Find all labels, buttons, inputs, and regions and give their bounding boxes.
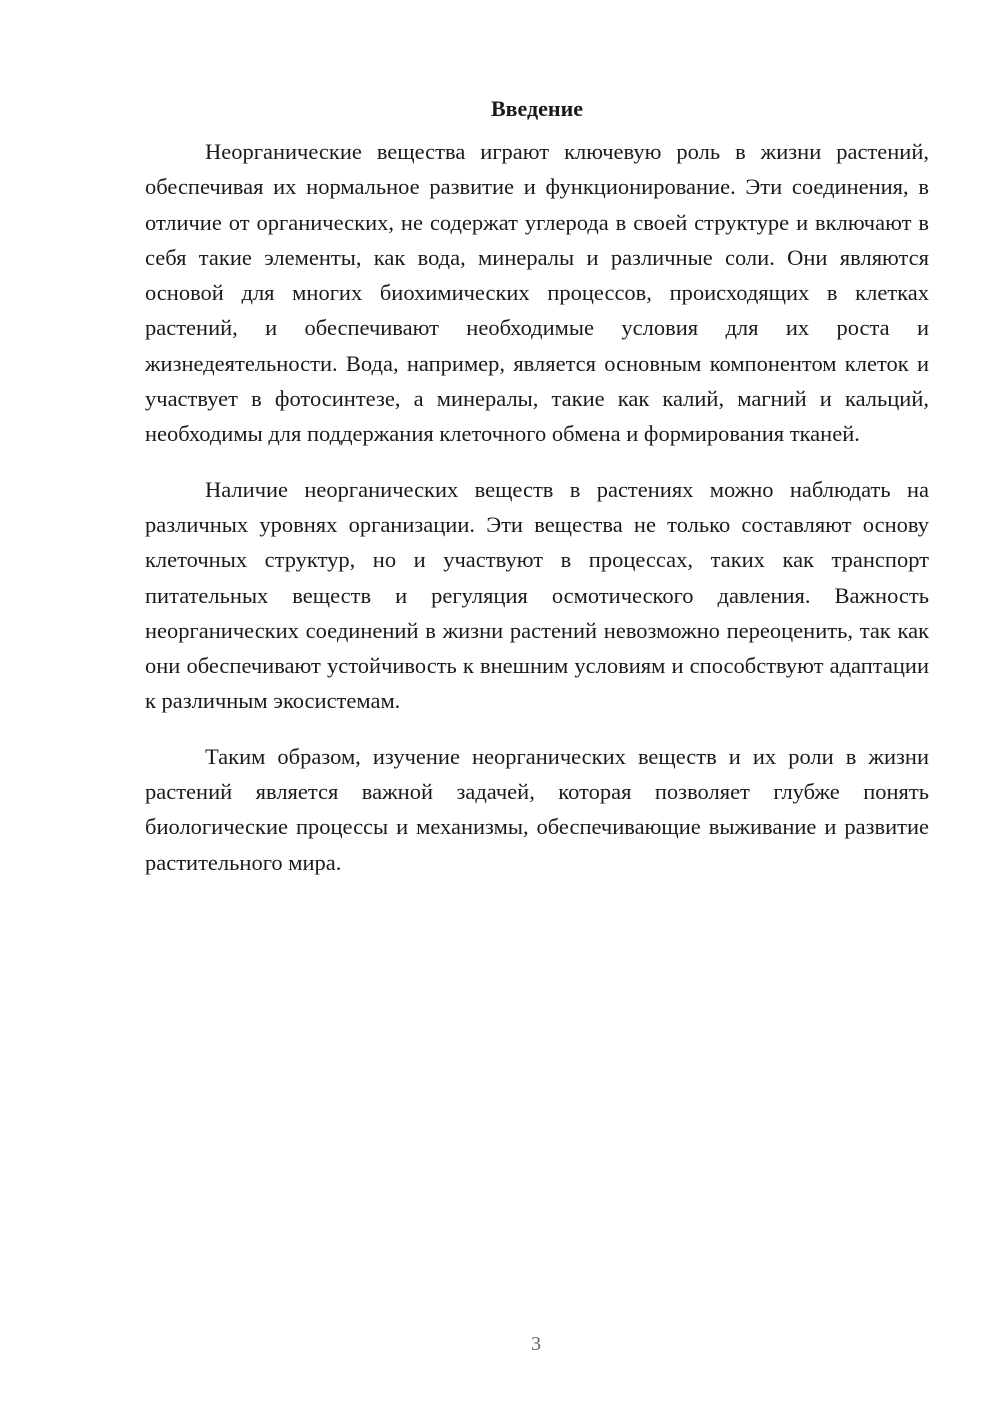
page-content [145, 92, 929, 900]
paragraph-2: Наличие неорганических веществ в растениях можно наблюдать на различных уровнях организации. Эти вещества не только составляют основу клеточных структур, но и участвуют в процессах, таких как транспорт питательных веществ и регуляция осмотического давления. Важность неорганических соединений в жизни растений невозможно переоценить, так как они обеспечивают устойчивость к внешним условиям и способствуют адаптации к различным экосистемам. [145, 476, 929, 714]
section-heading: Введение [490, 96, 584, 121]
paragraph-3: Таким образом, изучение неорганических веществ и их роли в жизни растений является важной задачей, которая позволяет глубже понять биологические процессы и механизмы, обеспечивающие выживание и развитие растительного мира. [145, 743, 929, 875]
paragraph-1: Неорганические вещества играют ключевую роль в жизни растений, обеспечивая их нормальное развитие и функционирование. Эти соединения, в отличие от органических, не содержат углерода в своей структуре и включают в себя такие элементы, как вода, минералы и различные соли. Они являются основой для многих биохимических процессов, происходящих в клетках растений, и обеспечивают необходимые условия для их роста и жизнедеятельности. Вода, например, является основным компонентом клеток и участвует в фотосинтезе, а минералы, такие как калий, магний и кальций, необходимы для поддержания клеточного обмена и формирования тканей. [145, 139, 929, 447]
page-number: 3 [531, 1333, 541, 1355]
